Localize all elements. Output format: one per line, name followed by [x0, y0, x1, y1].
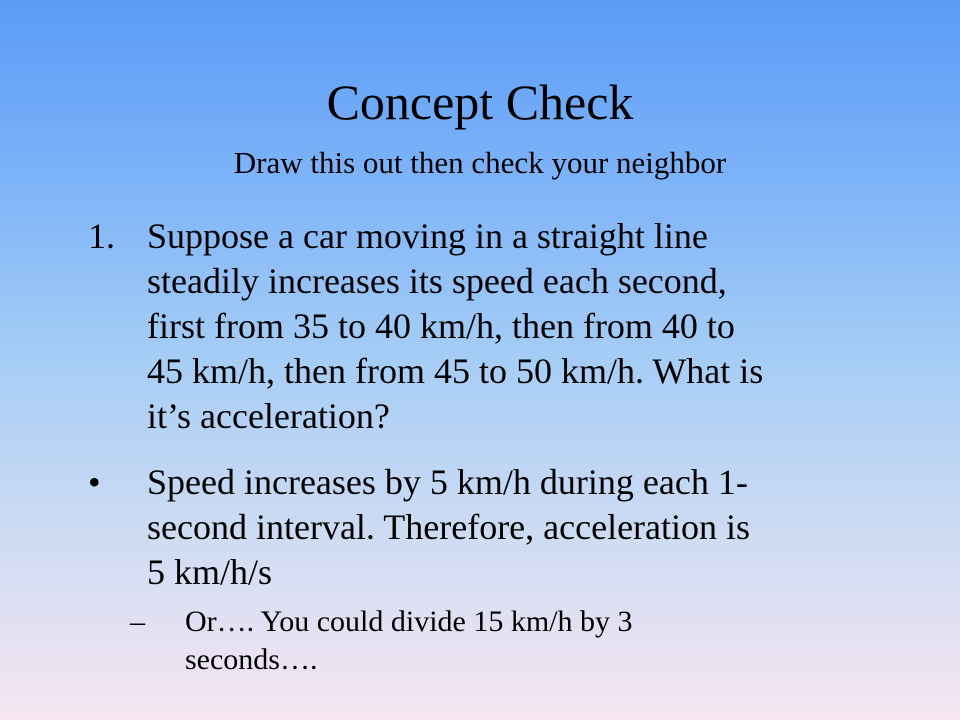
sub-answer-line: Or…. You could divide 15 km/h by 3 — [185, 605, 633, 638]
slide-subtitle: Draw this out then check your neighbor — [233, 145, 727, 180]
answer-text — [147, 460, 907, 595]
dash-marker: – — [130, 605, 145, 638]
sub-answer-line: seconds…. — [185, 643, 318, 676]
bullet-marker: • — [88, 462, 101, 502]
answer-line: Speed increases by 5 km/h during each 1- — [147, 462, 748, 502]
slide-title: Concept Check — [326, 74, 634, 130]
list-number: 1. — [88, 216, 115, 256]
question-line: Suppose a car moving in a straight line — [147, 216, 708, 256]
question-line: 45 km/h, then from 45 to 50 km/h. What is — [147, 351, 764, 391]
question-line: it’s acceleration? — [147, 396, 390, 436]
question-text — [147, 214, 907, 439]
question-line: first from 35 to 40 km/h, then from 40 to — [147, 306, 735, 346]
answer-line: 5 km/h/s — [147, 552, 273, 592]
answer-line: second interval. Therefore, acceleration is — [147, 507, 751, 547]
sub-answer-text — [185, 603, 905, 679]
question-line: steadily increases its speed each second, — [147, 261, 727, 301]
